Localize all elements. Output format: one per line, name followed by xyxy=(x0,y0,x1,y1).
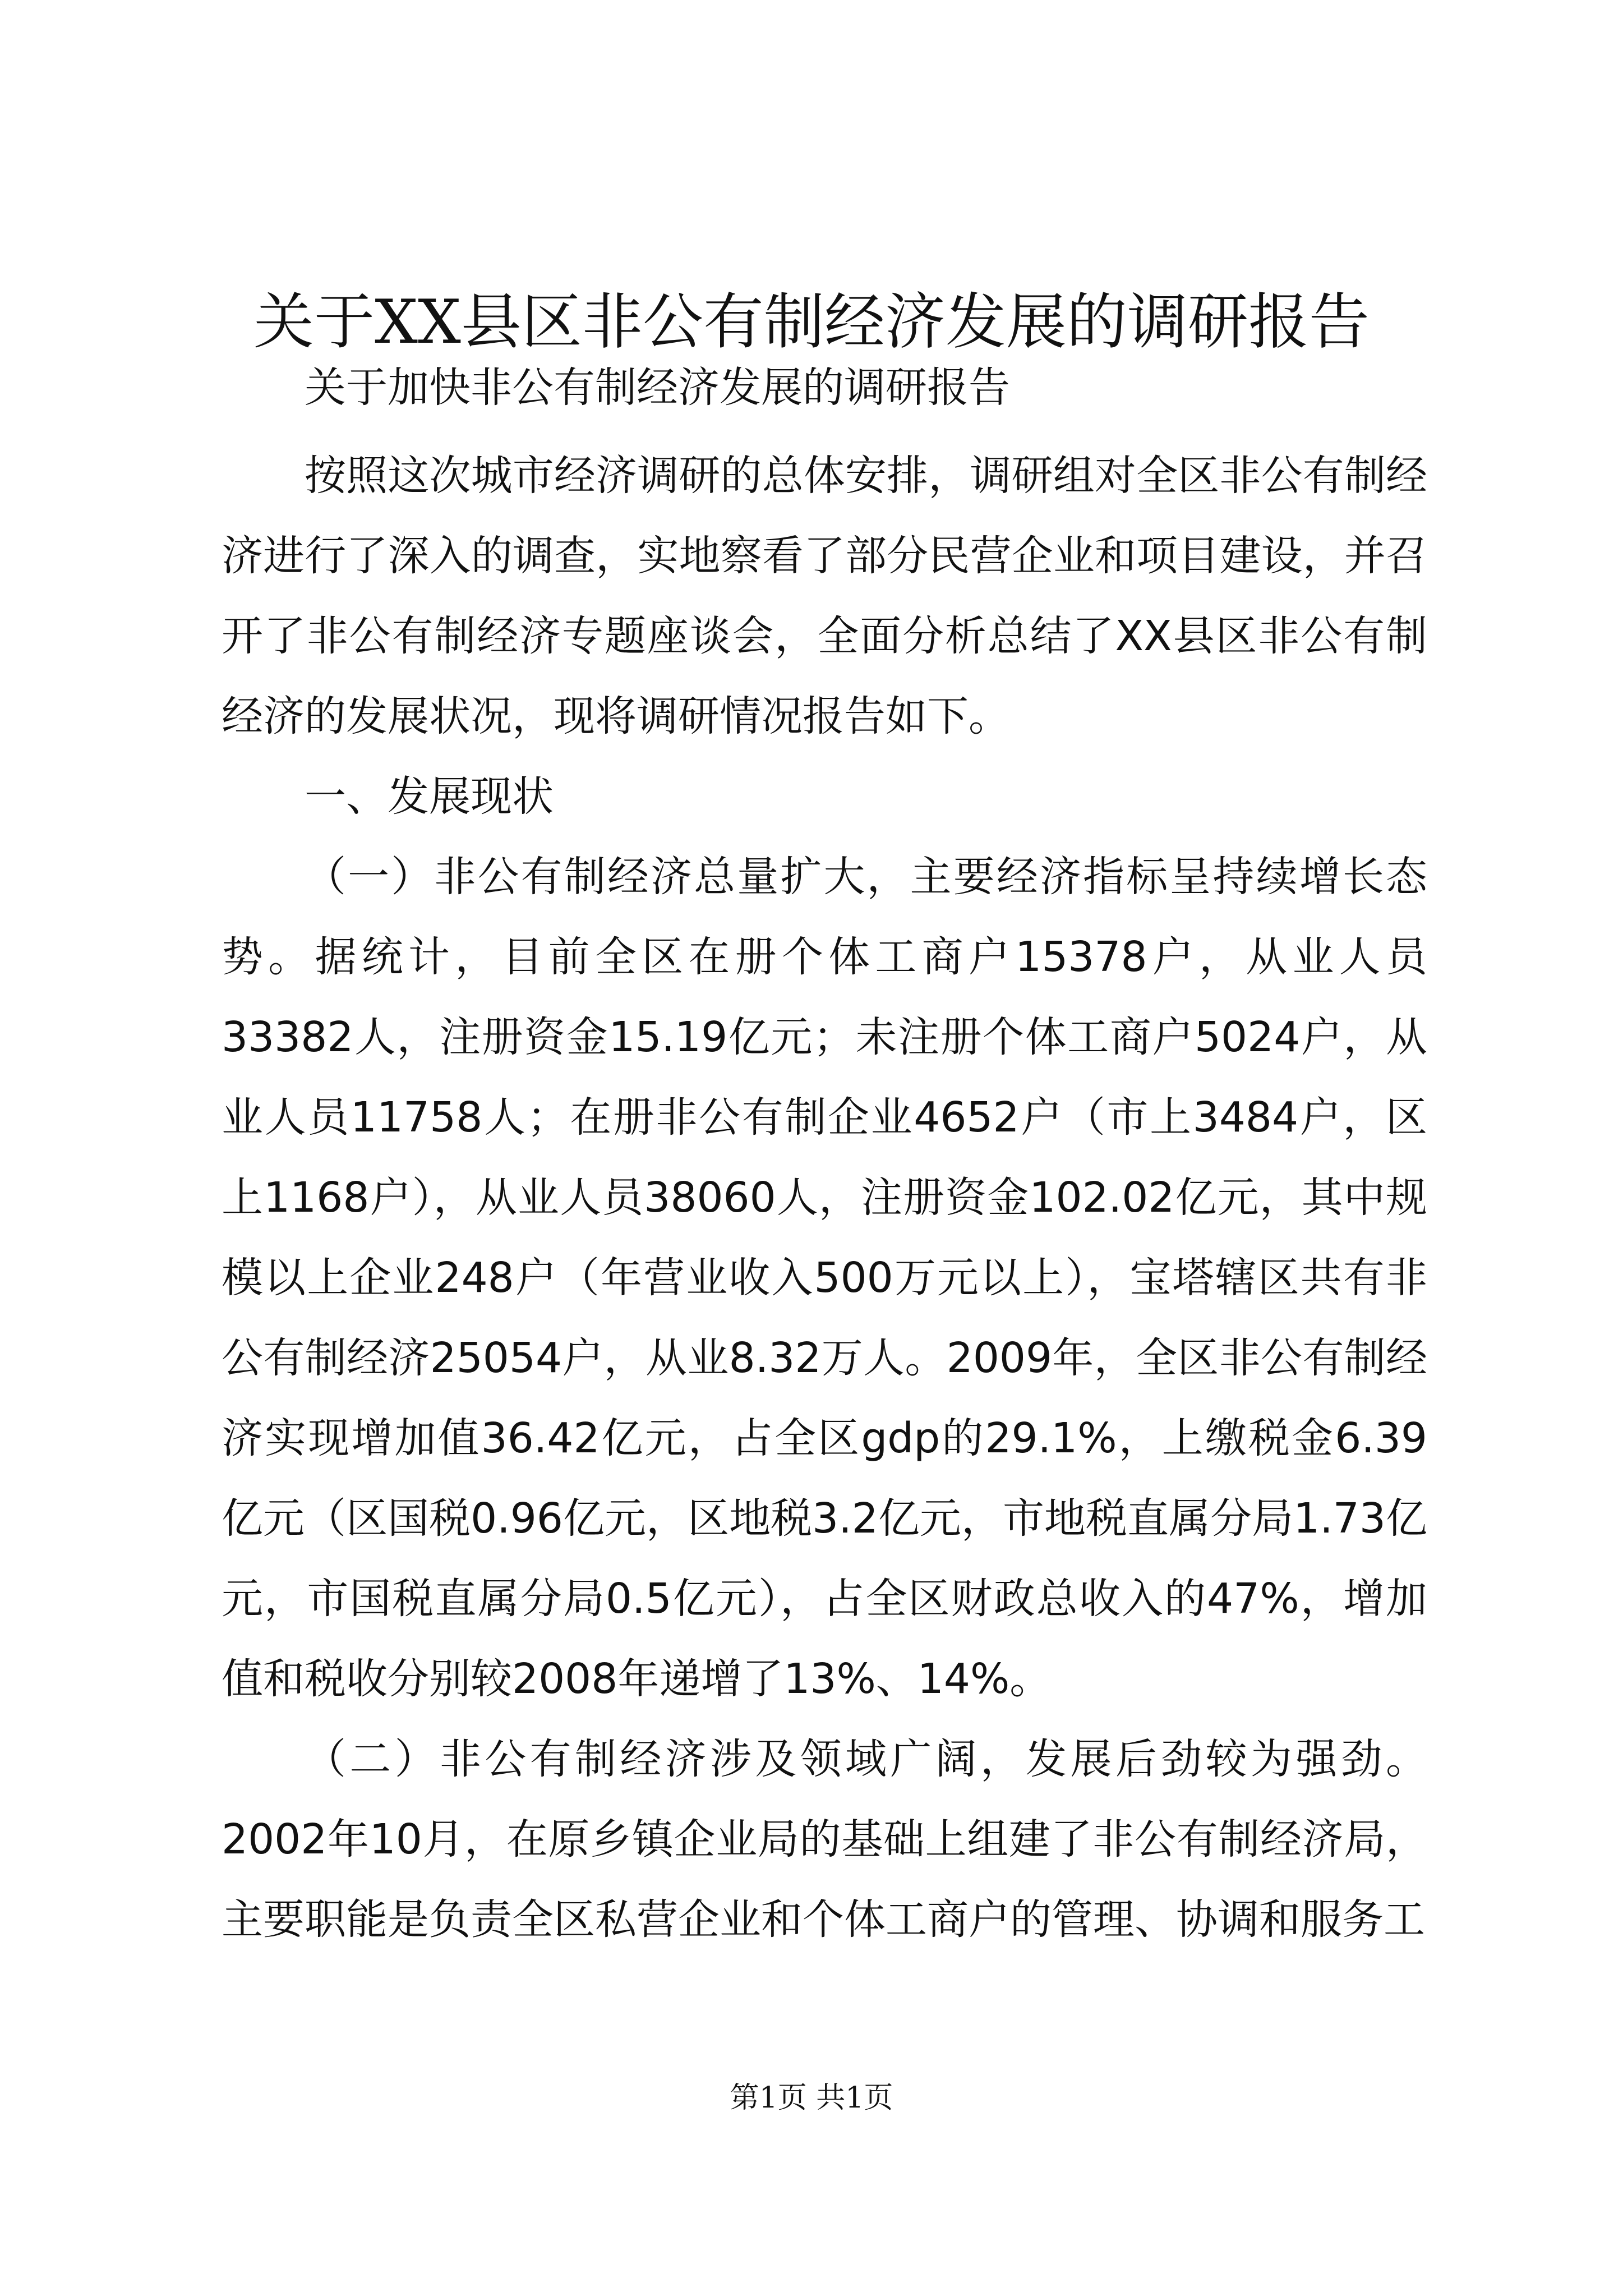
paragraph-intro: 按照这次城市经济调研的总体安排，调研组对全区非公有制经济进行了深入的调查，实地察看了部分民营企业和项目建设，并召开了非公有制经济专题座谈会，全面分析总结了XX县区非公有制经济的发展状况，现将调研情况报告如下。 xyxy=(222,452,1427,740)
page-footer: 第1页 共1页 xyxy=(730,2081,893,2115)
document-subtitle: 关于加快非公有制经济发展的调研报告 xyxy=(305,364,1010,412)
paragraph-two: （二）非公有制经济涉及领域广阔，发展后劲较为强劲。2002年10月，在原乡镇企业局的基础上组建了非公有制经济局，主要职能是负责全区私营企业和个体工商户的管理、协调和服务工 xyxy=(222,1735,1427,1944)
paragraph-one: （一）非公有制经济总量扩大，主要经济指标呈持续增长态势。据统计，目前全区在册个体工商户15378户，从业人员33382人，注册资金15.19亿元；未注册个体工商户5024户，从业人员11758人；在册非公有制企业4652户（市上3484户，区上1168户），从业人员38060人，注册资金102.02亿元，其中规模以上企业248户（年营业收入500万元以上），宝塔辖区共有非公有制经济25054户，从业8.32万人。2009年，全区非公有制经济实现增加值36.42亿元，占全区gdp的29.1%，上缴税金6.39亿元（区国税0.96亿元，区地税3.2亿元，市地税直属分局1.73亿元，市国税直属分局0.5亿元），占全区财政总收入的47%，增加值和税收分别较2008年递增了13%、14%。 xyxy=(222,853,1427,1703)
document-body xyxy=(222,348,1427,1960)
section-heading: 一、发展现状 xyxy=(305,772,554,821)
document-title: 关于XX县区非公有制经济发展的调研报告 xyxy=(253,287,1370,357)
